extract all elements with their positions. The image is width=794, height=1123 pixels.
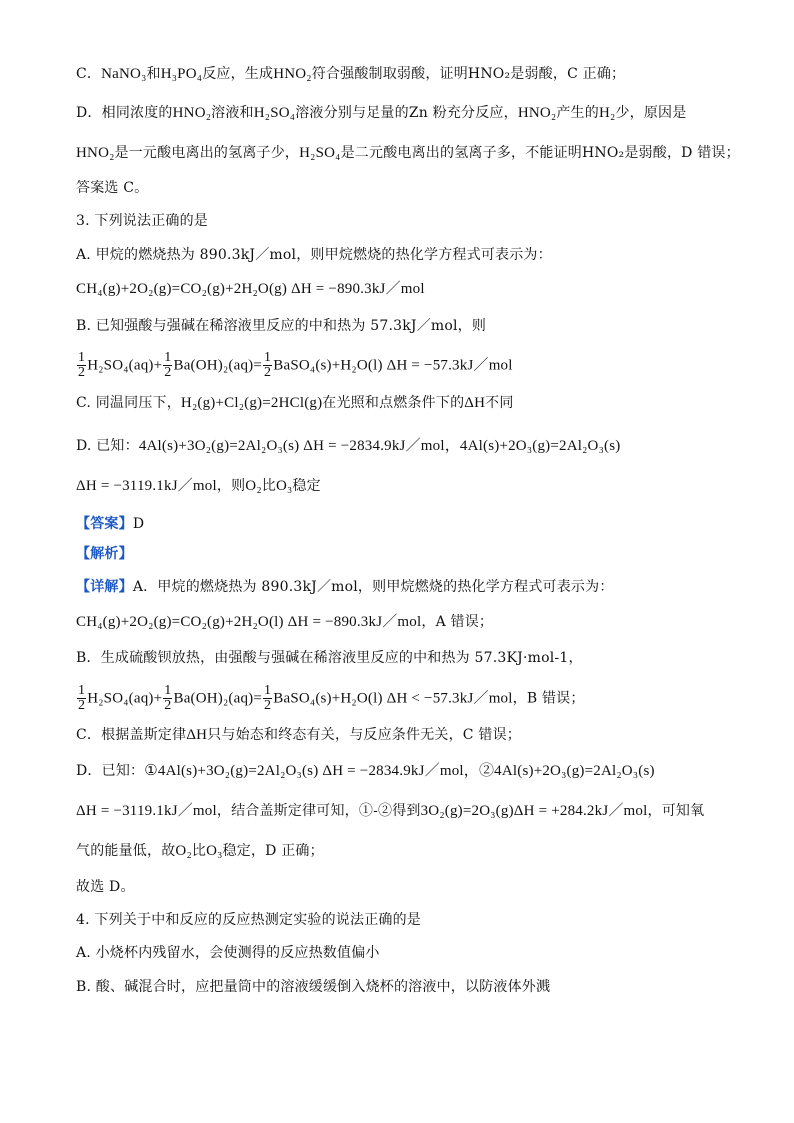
text-run: 符合强酸制取弱酸，证明HNO₂是弱酸，C 正确；	[311, 66, 626, 82]
math-expression: ΔH	[464, 395, 486, 411]
text-line-q3-a-eq	[76, 279, 764, 299]
math-expression: H₂SO₄	[253, 105, 296, 121]
text-line-q4	[76, 910, 764, 930]
text-run: 是一元酸电离出的氢离子少，	[114, 145, 300, 161]
fraction-denominator: 2	[164, 365, 172, 380]
text-run: 不同	[485, 395, 514, 411]
fraction-denominator: 2	[78, 365, 86, 380]
section-label: 【答案】	[76, 516, 133, 532]
text-run: A. 甲烷的燃烧热为 890.3kJ／mol，则甲烷燃烧的热化学方程式可表示为：	[76, 247, 552, 263]
text-line-choose-d	[76, 877, 764, 897]
text-run: B. 酸、碱混合时，应把量筒中的溶液缓缓倒入烧杯的溶液中，以防液体外溅	[76, 979, 551, 995]
text-run: ，则	[216, 478, 246, 494]
fraction-denominator: 2	[164, 698, 172, 713]
text-line-analysis-label	[76, 544, 764, 564]
math-expression: ①4Al(s)+3O₂(g)=2Al₂O₃(s) ΔH = −2834.9kJ／mol，②4Al(s)+2O₃(g)=2Al₂O₃(s)	[144, 763, 655, 779]
math-expression: ΔH	[186, 727, 208, 743]
math-expression: H₂SO₄(aq)+	[87, 357, 163, 374]
section-label: 【详解】	[76, 579, 133, 595]
text-run: 稳定，D 正确；	[222, 843, 324, 859]
text-run: ，A 错误；	[421, 614, 494, 630]
text-run: 溶液分别与足量的Zn 粉充分反应，	[295, 105, 518, 121]
math-expression: 4Al(s)+3O₂(g)=2Al₂O₃(s) ΔH = −2834.9kJ／mol，4Al(s)+2O₃(g)=2Al₂O₃(s)	[138, 438, 621, 454]
math-expression: O₂	[245, 478, 262, 494]
fraction-numerator: 1	[264, 683, 272, 698]
text-line-detail-a-eq	[76, 612, 764, 632]
text-line-q3-a	[76, 245, 764, 265]
fraction-numerator: 1	[164, 350, 172, 365]
fraction-numerator: 1	[164, 683, 172, 698]
math-expression: BaSO₄(s)+H₂O(l) ΔH < −57.3kJ／mol	[273, 690, 513, 707]
math-expression: HNO₂	[172, 105, 212, 121]
text-run: 比	[261, 478, 276, 494]
text-run: 产生的	[556, 105, 599, 121]
text-line-q3-b-eq	[76, 351, 764, 380]
text-line-detail-b-eq	[76, 684, 764, 713]
math-expression: HNO₂	[76, 145, 115, 161]
fraction-one-half	[77, 684, 86, 713]
text-run: D．相同浓度的	[76, 105, 173, 121]
text-line-q3-d-1	[76, 436, 764, 456]
fraction-one-half	[163, 684, 172, 713]
math-expression: Ba(OH)₂(aq)=	[173, 690, 263, 707]
text-line-detail-d-2	[76, 801, 764, 821]
fraction-denominator: 2	[78, 698, 86, 713]
text-run: ，结合盖斯定律可知，①-②得到	[216, 803, 421, 819]
text-run: 少，原因是	[615, 105, 687, 121]
text-line-ans-c	[76, 178, 764, 198]
text-line-detail-b	[76, 648, 764, 668]
text-line-detail-d-3	[76, 841, 764, 861]
fraction-one-half	[163, 351, 172, 380]
text-line-q3-c	[76, 393, 764, 413]
math-expression: CH₄(g)+2O₂(g)=CO₂(g)+2H₂O(l) ΔH = −890.3kJ／mol	[76, 614, 422, 630]
text-run: 答案选 C。	[76, 180, 149, 196]
text-line-detail-c	[76, 725, 764, 745]
text-run: ，B 错误；	[512, 690, 585, 707]
math-expression: H₂	[598, 105, 616, 121]
text-run: C．	[76, 66, 102, 82]
math-expression: H₃PO₄	[160, 66, 203, 82]
text-line-q3-d-2	[76, 476, 764, 496]
text-run: 3. 下列说法正确的是	[76, 213, 209, 229]
math-expression: H₂SO₄(aq)+	[87, 690, 163, 707]
text-run: A. 小烧杯内残留水，会使测得的反应热数值偏小	[76, 945, 380, 961]
fraction-numerator: 1	[78, 683, 86, 698]
text-run: 比	[191, 843, 207, 859]
text-run: D	[132, 516, 145, 532]
text-line-ans-label	[76, 514, 764, 534]
text-run: D．已知：	[76, 763, 145, 779]
math-expression: HNO₂	[517, 105, 557, 121]
math-expression: H₂(g)+Cl₂(g)=2HCl(g)	[180, 395, 323, 411]
fraction-numerator: 1	[264, 350, 272, 365]
math-expression: NaNO₃	[101, 66, 147, 82]
math-expression: CH₄(g)+2O₂(g)=CO₂(g)+2H₂O(g) ΔH = −890.3kJ／mol	[76, 281, 425, 297]
section-label: 【解析】	[76, 546, 133, 562]
text-run: B. 已知强酸与强碱在稀溶液里反应的中和热为 57.3kJ／mol，则	[76, 318, 487, 334]
text-run: ，可知氧	[647, 803, 705, 819]
text-run: D. 已知：	[76, 438, 139, 454]
text-run: 和	[146, 66, 161, 82]
text-run: 故选 D。	[76, 879, 135, 895]
math-expression: Ba(OH)₂(aq)=	[173, 357, 263, 374]
math-expression: ΔH = −3119.1kJ／mol	[76, 803, 217, 819]
text-run: 只与始态和终态有关，与反应条件无关，C 错误；	[207, 727, 521, 743]
text-line-detail-a	[76, 577, 764, 597]
math-expression: O₂	[175, 843, 192, 859]
text-line-d-opt-1	[76, 103, 764, 123]
text-line-d-opt-2	[76, 143, 764, 163]
text-run: 4. 下列关于中和反应的反应热测定实验的说法正确的是	[76, 912, 422, 928]
text-run: B．生成硫酸钡放热，由强酸与强碱在稀溶液里反应的中和热为 57.3KJ·mol-1，	[76, 650, 583, 666]
fraction-numerator: 1	[78, 350, 86, 365]
fraction-denominator: 2	[264, 365, 272, 380]
fraction-one-half	[77, 351, 86, 380]
text-run: 反应，生成	[202, 66, 274, 82]
text-run: C．根据盖斯定律	[76, 727, 187, 743]
math-expression: 3O₂(g)=2O₃(g)ΔH = +284.2kJ／mol	[420, 803, 648, 819]
text-run: 在光照和点燃条件下的	[322, 395, 465, 411]
text-line-q4-b	[76, 977, 764, 997]
text-line-q3-b	[76, 316, 764, 336]
math-expression: O₃	[206, 843, 223, 859]
fraction-one-half	[263, 351, 272, 380]
text-run: 是二元酸电离出的氢离子多，不能证明HNO₂是弱酸，D 错误；	[340, 145, 740, 161]
math-expression: HNO₂	[273, 66, 312, 82]
text-run: 稳定	[292, 478, 321, 494]
math-expression: H₂SO₄	[299, 145, 341, 161]
text-run: 溶液和	[211, 105, 254, 121]
fraction-denominator: 2	[264, 698, 272, 713]
text-run: C. 同温同压下，	[76, 395, 181, 411]
math-expression: O₃	[275, 478, 293, 494]
text-line-detail-d-1	[76, 761, 764, 781]
text-run: A．甲烷的燃烧热为 890.3kJ／mol，则甲烷燃烧的热化学方程式可表示为：	[132, 579, 614, 595]
text-run: 气的能量低，故	[76, 843, 176, 859]
text-line-c-opt	[76, 64, 764, 84]
math-expression: BaSO₄(s)+H₂O(l) ΔH = −57.3kJ／mol	[273, 357, 513, 374]
text-line-q3	[76, 211, 764, 231]
math-expression: ΔH = −3119.1kJ／mol	[76, 478, 217, 494]
text-line-q4-a	[76, 943, 764, 963]
fraction-one-half	[263, 684, 272, 713]
